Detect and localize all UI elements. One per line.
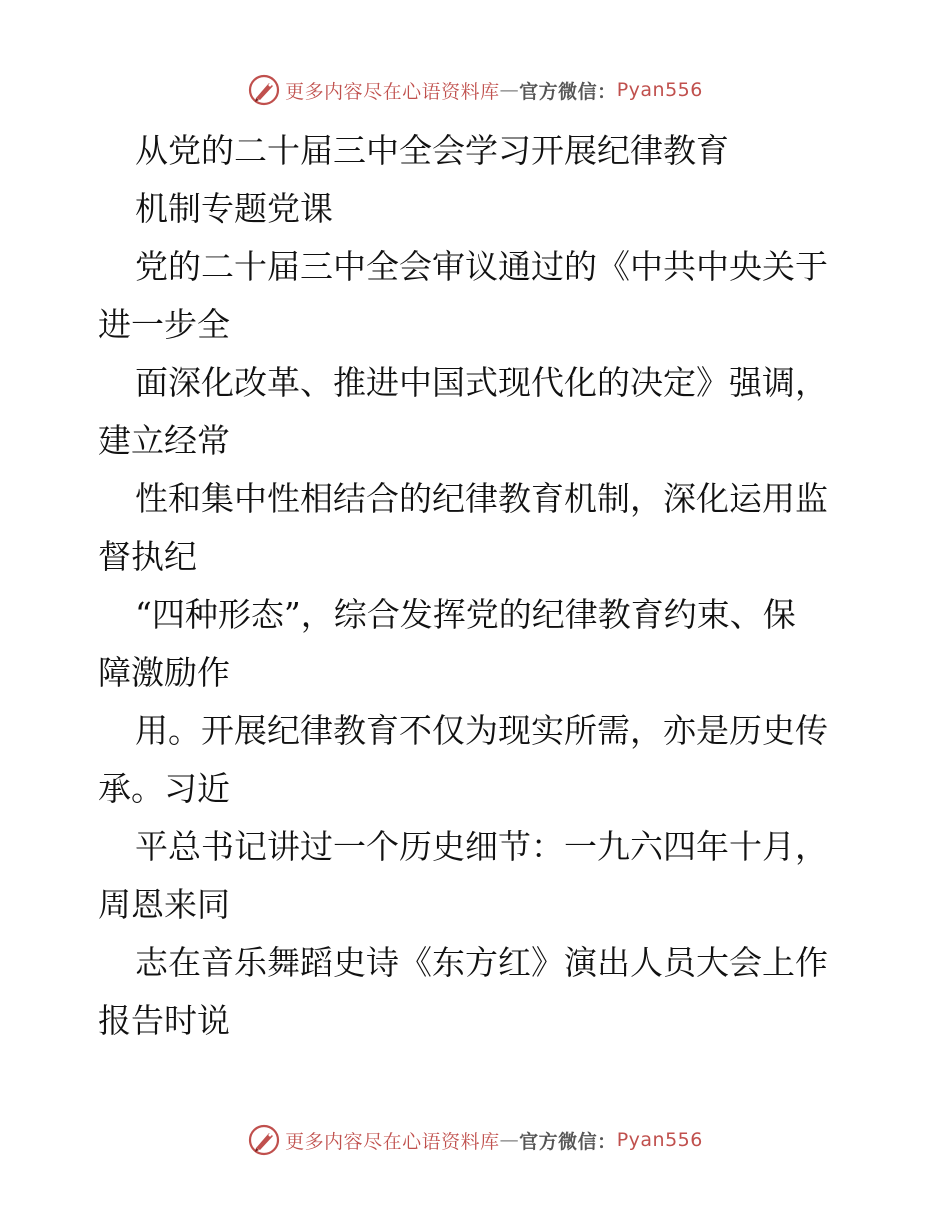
body-line: 党的二十届三中全会审议通过的《中共中央关于 <box>135 247 828 286</box>
body-line: 周恩来同 <box>98 885 230 924</box>
banner-dash: — <box>499 79 520 101</box>
body-line: 志在音乐舞蹈史诗《东方红》演出人员大会上作 <box>135 943 828 982</box>
banner-wechat-id: Pyan556 <box>616 79 703 101</box>
banner-wechat-id: Pyan556 <box>616 1129 703 1151</box>
body-line: 承。习近 <box>98 769 230 808</box>
banner-wechat-label: 官方微信： <box>519 1130 617 1153</box>
body-line: 督执纪 <box>98 537 197 576</box>
body-line-title-2: 机制专题党课 <box>135 189 333 228</box>
body-line: 障激励作 <box>98 653 230 692</box>
body-line: 进一步全 <box>98 305 230 344</box>
header-banner <box>0 70 950 110</box>
document-body <box>98 122 858 1050</box>
body-line: 性和集中性相结合的纪律教育机制，深化运用监 <box>135 479 828 518</box>
body-line: 面深化改革、推进中国式现代化的决定》强调， <box>135 363 828 402</box>
body-line: 用。开展纪律教育不仅为现实所需，亦是历史传 <box>135 711 828 750</box>
banner-library-text: 更多内容尽在心语资料库 <box>285 1130 500 1153</box>
banner-dash: — <box>499 1129 520 1151</box>
pen-logo-icon <box>247 1123 281 1157</box>
banner-wechat-label: 官方微信： <box>519 80 617 103</box>
pen-logo-icon <box>247 73 281 107</box>
footer-banner <box>0 1120 950 1160</box>
body-line: 报告时说 <box>98 1001 230 1040</box>
body-line: 建立经常 <box>98 421 230 460</box>
body-line-title-1: 从党的二十届三中全会学习开展纪律教育 <box>135 131 729 170</box>
banner-library-text: 更多内容尽在心语资料库 <box>285 80 500 103</box>
body-line: 平总书记讲过一个历史细节：一九六四年十月， <box>135 827 828 866</box>
body-line: “四种形态”，综合发挥党的纪律教育约束、保 <box>135 595 796 634</box>
